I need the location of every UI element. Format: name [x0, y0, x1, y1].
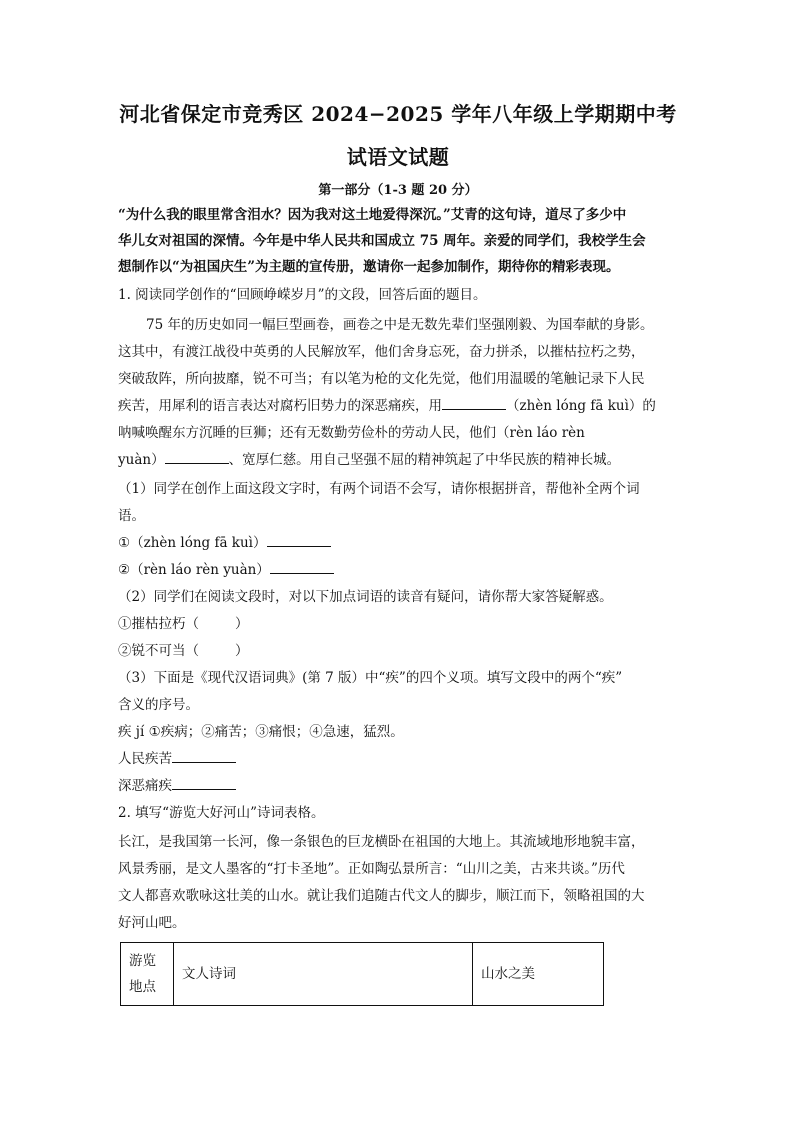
- close-paren: ）: [235, 616, 249, 632]
- subquestion-3-item: [118, 773, 236, 799]
- question-2-heading: 2. 填写“游览大好河山”诗词表格。: [118, 805, 325, 821]
- close-paren: ）: [235, 643, 249, 659]
- passage-line: 好河山吧。: [118, 915, 186, 931]
- section-heading: 第一部分（1-3 题 20 分）: [318, 183, 478, 198]
- subquestion-1-prompt: 语。: [118, 508, 145, 524]
- item-label: 人民疾苦: [118, 751, 172, 767]
- document-title-line1: 河北省保定市竞秀区 2024−2025 学年八年级上学期期中考: [119, 102, 677, 126]
- passage-line: 长江，是我国第一长河，像一条银色的巨龙横卧在祖国的大地上。其流域地形地貌丰富，: [118, 834, 645, 850]
- passage-text: yuàn）: [118, 452, 165, 468]
- item-label: ②（rèn láo rèn yuàn）: [118, 562, 270, 578]
- passage-line: 这其中，有渡江战役中英勇的人民解放军，他们舍身忘死，奋力拼杀，以摧枯拉朽之势，: [118, 344, 645, 360]
- table-header-location: [121, 943, 174, 1006]
- subquestion-2-item: [118, 638, 249, 664]
- subquestion-1-item: [118, 530, 331, 556]
- dictionary-definition: 疾 jí ①疾病；②痛苦；③痛恨；④急速，猛烈。: [118, 724, 404, 740]
- subquestion-1-prompt: （1）同学在创作上面这段文字时，有两个词语不会写，请你根据拼音，帮他补全两个词: [118, 481, 640, 497]
- subquestion-1-item: [118, 557, 334, 583]
- intro-line: “为什么我的眼里常含泪水？因为我对这土地爱得深沉。”艾青的这句诗，道尽了多少中: [118, 207, 627, 223]
- subquestion-2-prompt: （2）同学们在阅读文段时，对以下加点词语的读音有疑问，请你帮大家答疑解惑。: [118, 589, 613, 605]
- item-label: ②锐不可当（: [118, 643, 199, 659]
- question-1-heading: 1. 阅读同学创作的“回顾峥嵘岁月”的文段，回答后面的题目。: [118, 287, 487, 303]
- table-header-row: [121, 943, 604, 1006]
- passage-line: 突破敌阵，所向披靡，锐不可当；有以笔为枪的文化先觉，他们用温暖的笔触记录下人民: [118, 371, 645, 387]
- intro-line: 想制作以“为祖国庆生”为主题的宣传册，邀请你一起参加制作，期待你的精彩表现。: [118, 259, 620, 275]
- item-label: ①摧枯拉朽（: [118, 616, 199, 632]
- passage-line: [118, 393, 656, 419]
- passage-text: 疾苦，用犀利的语言表达对腐朽旧势力的深恶痛疾，用: [118, 398, 442, 414]
- passage-text: （zhèn lóng fā kuì）的: [506, 398, 656, 414]
- table-header-scenery: 山水之美: [473, 943, 604, 1006]
- passage-line: 风景秀丽，是文人墨客的“打卡圣地”。正如陶弘景所言：“山川之美，古来共谈。”历代: [118, 861, 625, 877]
- subquestion-3-prompt: （3）下面是《现代汉语词典》(第 7 版）中“疾”的四个义项。填写文段中的两个“疾”: [118, 670, 623, 686]
- intro-line: 华儿女对祖国的深情。今年是中华人民共和国成立 75 周年。亲爱的同学们，我校学生会: [118, 233, 646, 249]
- passage-line: [118, 447, 620, 473]
- passage-text: 、宽厚仁慈。用自己坚强不屈的精神筑起了中华民族的精神长城。: [228, 452, 621, 468]
- passage-line: 呐喊唤醒东方沉睡的巨狮；还有无数勤劳俭朴的劳动人民，他们（rèn láo rèn: [118, 425, 585, 441]
- answer-blank[interactable]: [267, 532, 331, 547]
- document-title-line2: 试语文试题: [346, 145, 450, 169]
- item-label: 深恶痛疾: [118, 778, 172, 794]
- subquestion-3-item: [118, 746, 236, 772]
- subquestion-3-prompt: 含义的序号。: [118, 697, 199, 713]
- answer-blank[interactable]: [270, 559, 334, 574]
- passage-line: 75 年的历史如同一幅巨型画卷，画卷之中是无数先辈们坚强刚毅、为国奉献的身影。: [146, 317, 654, 333]
- subquestion-2-item: [118, 611, 249, 637]
- header-text: 地点: [129, 979, 156, 995]
- passage-line: 文人都喜欢歌咏这壮美的山水。就让我们追随古代文人的脚步，顺江而下，领略祖国的大: [118, 888, 645, 904]
- scenic-poetry-table: [120, 942, 604, 1006]
- table-header-poems: 文人诗词: [174, 943, 473, 1006]
- answer-blank[interactable]: [172, 748, 236, 763]
- answer-blank[interactable]: [442, 395, 506, 410]
- answer-blank[interactable]: [165, 449, 229, 464]
- item-label: ①（zhèn lóng fā kuì）: [118, 535, 267, 551]
- answer-blank[interactable]: [172, 775, 236, 790]
- header-text: 游览: [129, 953, 156, 969]
